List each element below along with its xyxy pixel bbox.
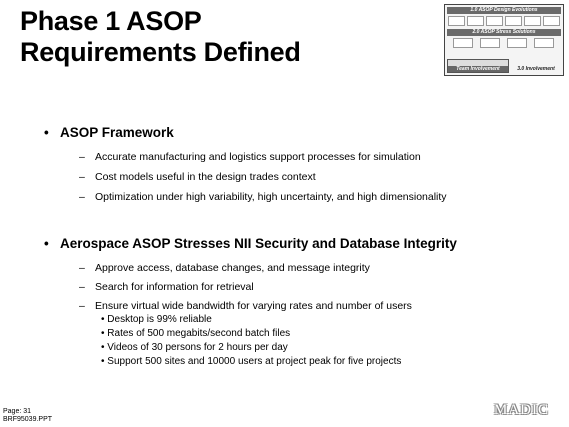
section-2-subitem-3 <box>101 342 288 353</box>
thumbnail-bottom-left <box>447 59 509 73</box>
section-2-item-3 <box>79 300 412 312</box>
dash-marker: – <box>79 281 85 293</box>
file-name: BRF95039.PPT <box>3 416 53 423</box>
madic-logo: MADIC <box>494 402 550 418</box>
dash-marker: – <box>79 171 85 183</box>
thumbnail-middle-band: 2.0 ASOP Stress Solutions <box>447 29 561 36</box>
thumbnail-cell <box>534 38 554 48</box>
section-2-item-1-text: Approve access, database changes, and message integrity <box>95 262 370 274</box>
thumbnail-top-band: 1.0 ASOP Design Evolutions <box>447 7 561 14</box>
slide-footer <box>3 408 52 424</box>
section-2-heading <box>44 236 457 251</box>
page-number: Page: 31 <box>3 408 32 415</box>
section-2-item-3-text: Ensure virtual wide bandwidth for varying rates and number of users <box>95 300 412 312</box>
dash-marker: – <box>79 191 85 203</box>
section-1-heading-text: ASOP Framework <box>60 125 174 140</box>
thumbnail-cell <box>480 38 500 48</box>
thumbnail-cell <box>486 16 503 26</box>
section-2-subitem-1-text: Desktop is 99% reliable <box>107 314 212 325</box>
thumbnail-cell <box>507 38 527 48</box>
section-2-subitem-1 <box>101 314 212 325</box>
thumbnail-bottom-left-label: Team Involvement <box>448 66 508 72</box>
bullet-marker: • <box>44 125 49 140</box>
section-1-item-2 <box>79 171 316 183</box>
thumbnail-bottom-right: 3.0 Involvement <box>517 66 555 72</box>
dash-marker: – <box>79 300 85 312</box>
dash-marker: – <box>79 151 85 163</box>
phase-diagram-thumbnail <box>444 4 564 76</box>
section-2-item-2 <box>79 281 254 293</box>
section-1-item-1-text: Accurate manufacturing and logistics support processes for simulation <box>95 151 421 163</box>
small-bullet-marker: • <box>101 328 105 339</box>
thumbnail-cell <box>467 16 484 26</box>
section-1-item-3 <box>79 191 447 203</box>
small-bullet-marker: • <box>101 314 105 325</box>
thumbnail-cell <box>524 16 541 26</box>
small-bullet-marker: • <box>101 342 105 353</box>
section-2-subitem-4 <box>101 356 401 367</box>
section-1-item-1 <box>79 151 421 163</box>
bullet-marker: • <box>44 236 49 251</box>
thumbnail-cell <box>453 38 473 48</box>
section-2-subitem-4-text: Support 500 sites and 10000 users at project peak for five projects <box>107 356 402 367</box>
thumbnail-cell <box>505 16 522 26</box>
thumbnail-cell <box>543 16 560 26</box>
section-2-subitem-2-text: Rates of 500 megabits/second batch files <box>107 328 291 339</box>
section-2-subitem-2 <box>101 328 290 339</box>
section-2-item-1 <box>79 262 370 274</box>
small-bullet-marker: • <box>101 356 105 367</box>
thumbnail-cell <box>448 16 465 26</box>
section-1-heading <box>44 125 174 140</box>
section-1-item-2-text: Cost models useful in the design trades context <box>95 171 316 183</box>
dash-marker: – <box>79 262 85 274</box>
title-line-1: Phase 1 ASOP <box>20 6 202 36</box>
title-line-2: Requirements Defined <box>20 37 301 67</box>
section-2-subitem-3-text: Videos of 30 persons for 2 hours per day <box>107 342 288 353</box>
section-1-item-3-text: Optimization under high variability, high uncertainty, and high dimensionality <box>95 191 447 203</box>
section-2-heading-text: Aerospace ASOP Stresses NII Security and Database Integrity <box>60 236 457 251</box>
slide-title <box>20 6 400 68</box>
section-2-item-2-text: Search for information for retrieval <box>95 281 254 293</box>
